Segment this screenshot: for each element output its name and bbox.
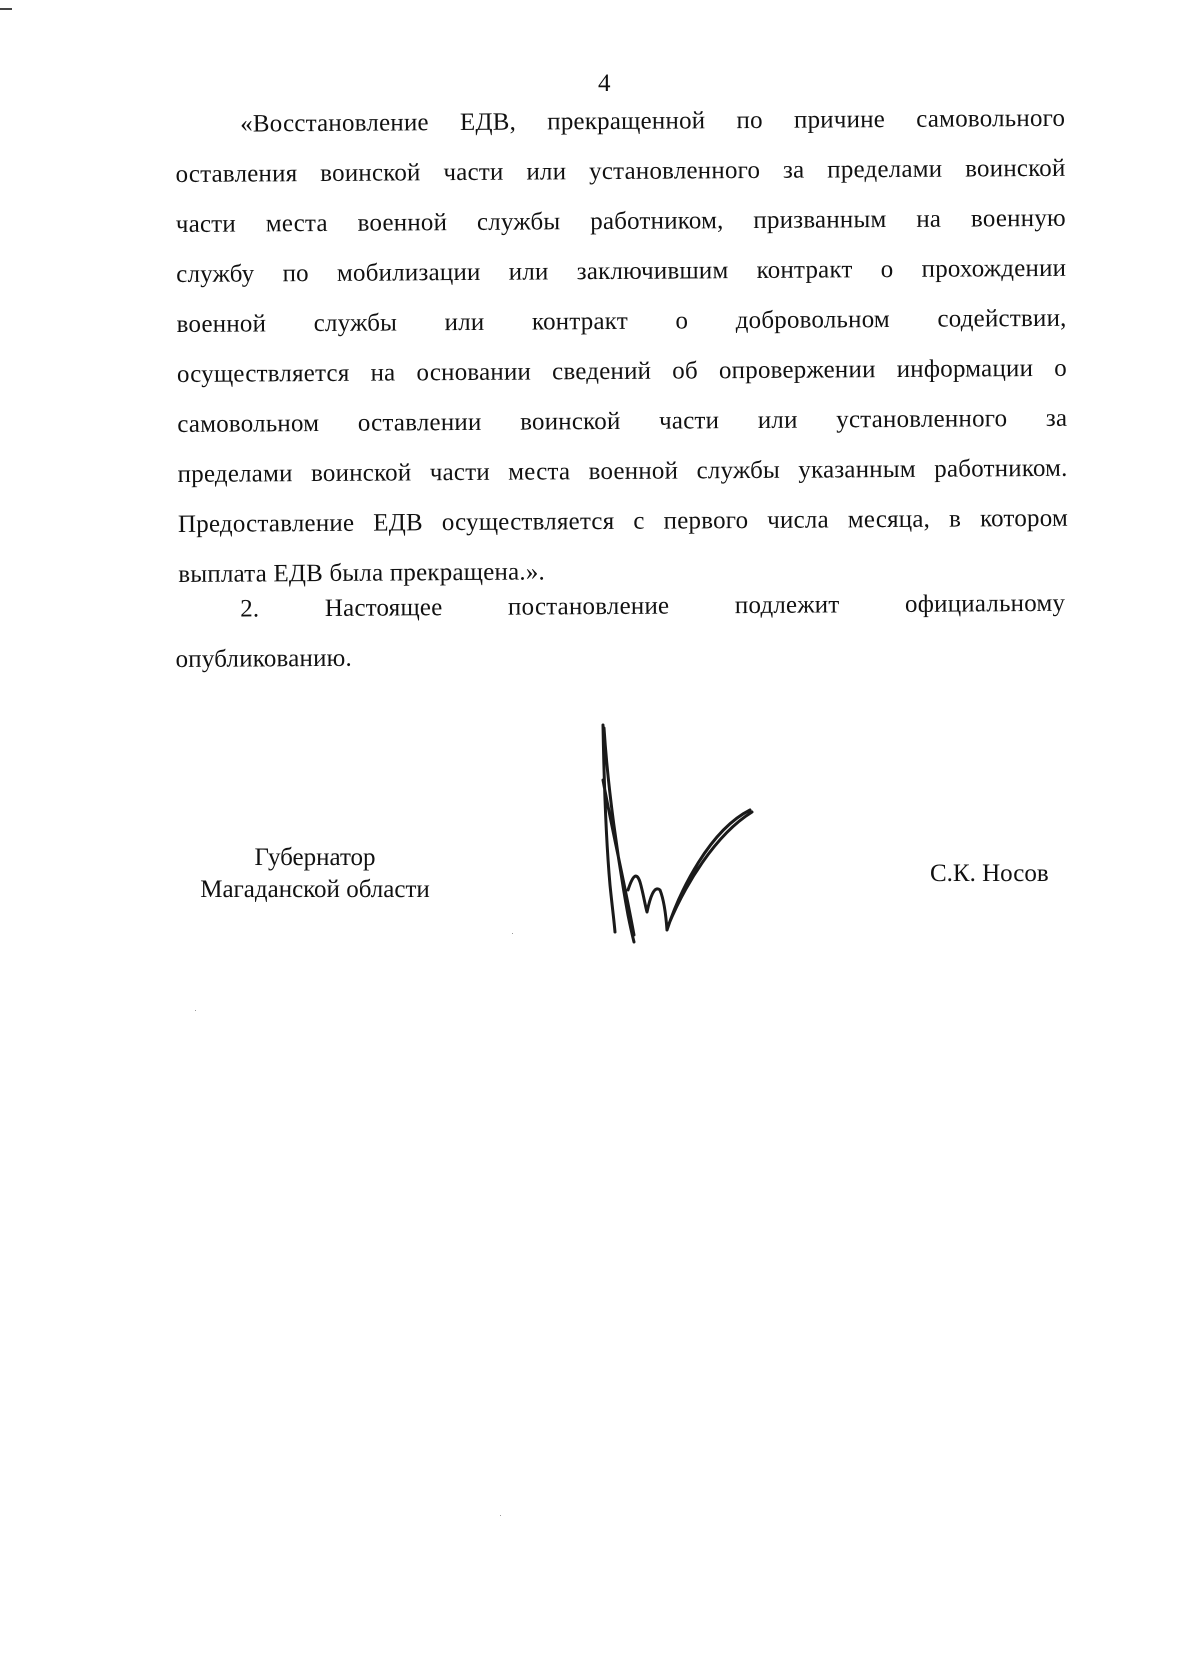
paragraph-line: части места военной службы работником, призванным на военную [175,204,1066,238]
paragraph-line: опубликованию. [175,644,353,673]
paragraph-line: службу по мобилизации или заключившим контракт о прохождении [176,254,1067,288]
paragraph-restoration-edv [175,94,1068,600]
scan-speck [512,933,513,934]
paragraph-line: оставления воинской части или установленного за пределами воинской [175,154,1066,188]
paragraph-line: 2. Настоящее постановление подлежит официальному [240,589,1066,623]
handwritten-signature [590,720,790,970]
signatory-title [180,842,450,906]
paragraph-line: Предоставление ЕДВ осуществляется с первого числа месяца, в котором [177,504,1069,538]
signatory-title-line-1: Губернатор [254,844,376,871]
page-number: 4 [598,70,611,97]
paragraph-line: самовольном оставлении воинской части или установленного за [177,404,1068,438]
scan-edge-mark [0,8,12,10]
scan-speck [500,1515,501,1516]
signatory-title-line-2: Магаданской области [200,876,430,903]
paragraph-line: осуществляется на основании сведений об опровержении информации о [176,354,1067,388]
signatory-name: С.К. Носов [930,860,1049,887]
paragraph-line: выплата ЕДВ была прекращена.». [178,558,546,588]
scan-speck [195,1010,196,1011]
paragraph-line: пределами воинской части места военной службы указанным работником. [177,454,1068,488]
paragraph-publication [175,579,1066,685]
paragraph-line: военной службы или контракт о добровольном содействии, [176,304,1067,338]
paragraph-line: «Восстановление ЕДВ, прекращенной по причине самовольного [240,104,1066,138]
